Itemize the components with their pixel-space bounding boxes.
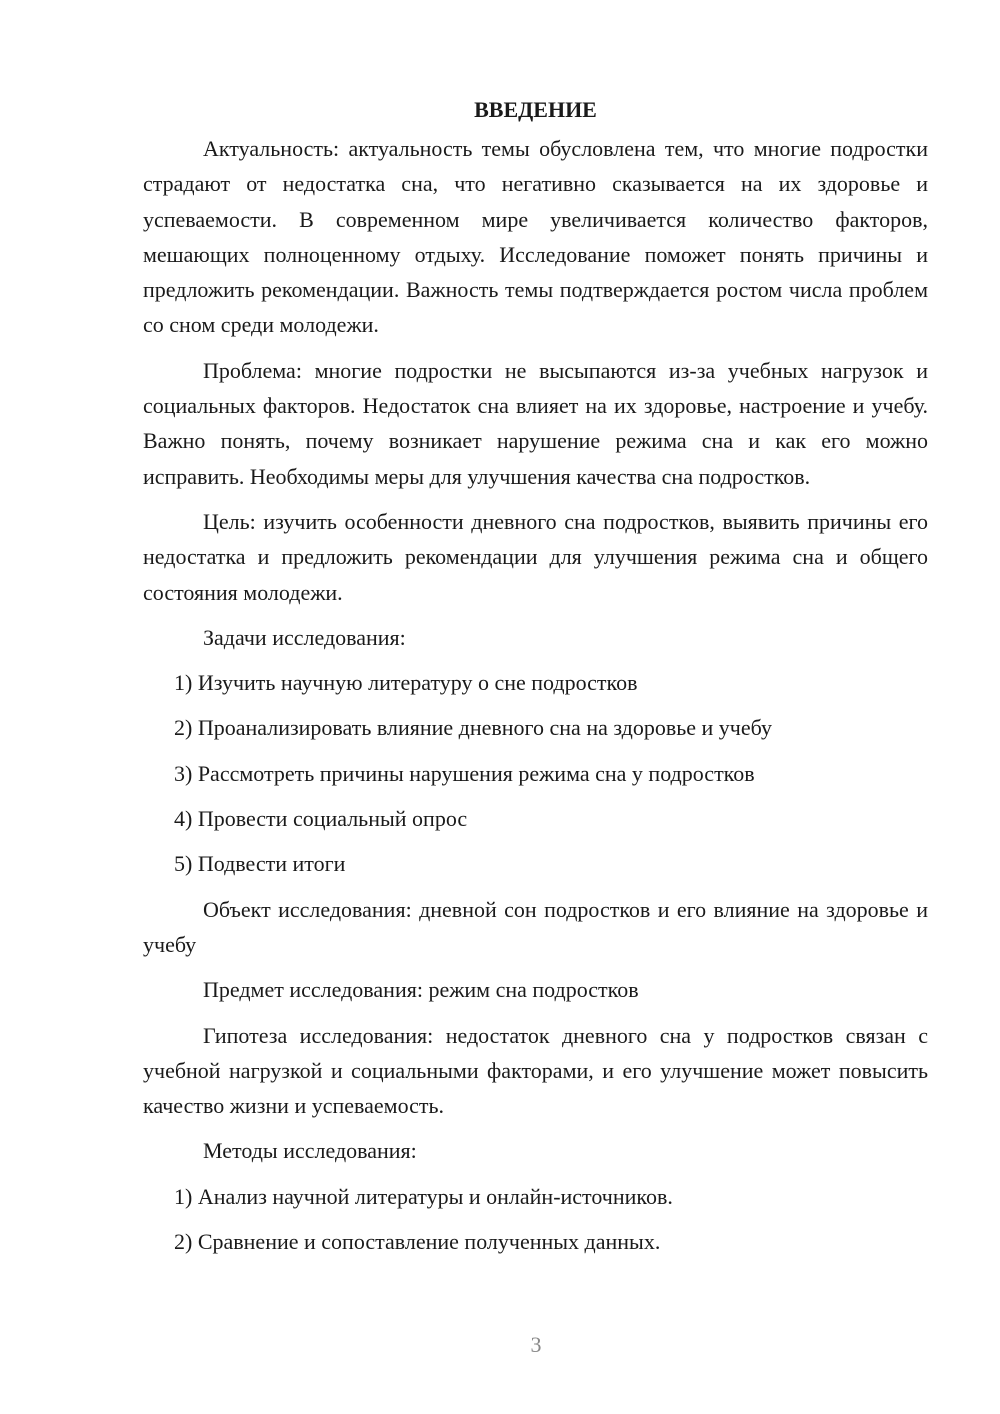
task-item: 5) Подвести итоги (174, 851, 346, 877)
task-item: 2) Проанализировать влияние дневного сна на здоровье и учебу (174, 715, 772, 741)
methods-heading: Методы исследования: (203, 1138, 417, 1164)
methods-list (143, 1179, 928, 1260)
tasks-heading: Задачи исследования: (203, 624, 406, 650)
task-item: 1) Изучить научную литературу о сне подростков (174, 670, 638, 696)
hypothesis-paragraph: Гипотеза исследования: недостаток дневного сна у подростков связан с учебной нагрузкой и социальными факторами, и его улучшение может повысить качество жизни и успеваемость. (143, 1022, 928, 1119)
document-page (143, 92, 928, 1269)
task-item: 3) Рассмотреть причины нарушения режима сна у подростков (174, 760, 755, 786)
task-item: 4) Провести социальный опрос (174, 806, 468, 832)
page-number: 3 (530, 1332, 542, 1357)
method-item: 2) Сравнение и сопоставление полученных данных. (174, 1229, 661, 1255)
section-title: ВВЕДЕНИЕ (474, 97, 597, 122)
goal-paragraph: Цель: изучить особенности дневного сна подростков, выявить причины его недостатка и предложить рекомендации для улучшения режима сна и общего состояния молодежи. (143, 508, 928, 605)
relevance-paragraph: Актуальность: актуальность темы обусловлена тем, что многие подростки страдают от недостатка сна, что негативно сказывается на их здоровье и успеваемости. В современном мире увеличивается количество факторов, мешающих полноценному отдыху. Исследование поможет понять причины и предложить рекомендации. Важность темы подтверждается ростом числа проблем со сном среди молодежи. (143, 136, 928, 338)
tasks-list (143, 665, 928, 881)
problem-paragraph: Проблема: многие подростки не высыпаются из-за учебных нагрузок и социальных факторов. Недостаток сна влияет на их здоровье, настроение и учебу. Важно понять, почему возникает нарушение режима сна и как его можно исправить. Необходимы меры для улучшения качества сна подростков. (143, 357, 928, 489)
method-item: 1) Анализ научной литературы и онлайн-источников. (174, 1183, 673, 1209)
subject-paragraph: Предмет исследования: режим сна подростков (203, 977, 639, 1003)
object-paragraph: Объект исследования: дневной сон подростков и его влияние на здоровье и учебу (143, 896, 928, 957)
